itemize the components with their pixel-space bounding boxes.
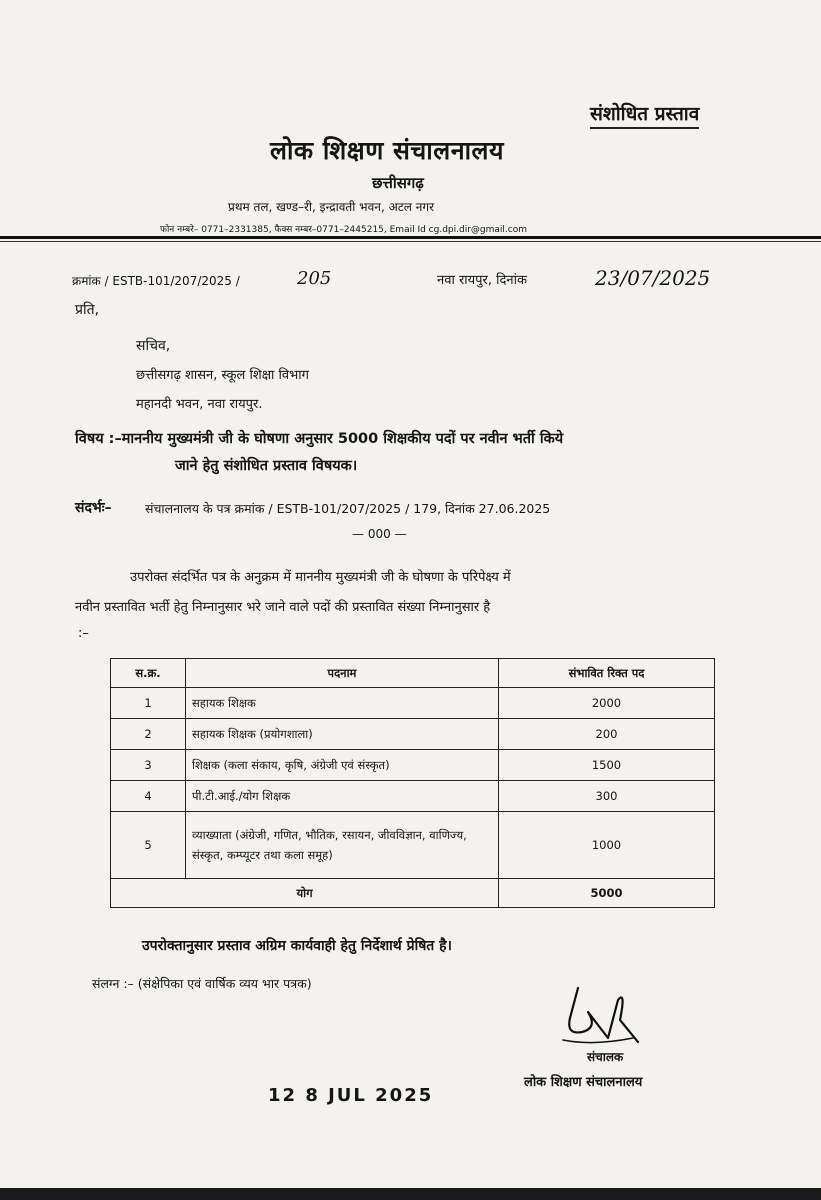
total-label: योग [111,879,499,908]
section-divider: — 000 — [352,527,407,541]
post-cell: सहायक शिक्षक [186,688,499,719]
serial-cell: 4 [111,781,186,812]
vacancies-cell: 2000 [499,688,715,719]
recipient-line: सचिव, [136,338,171,354]
table-row [111,750,715,781]
column-header-vacancies: संभावित रिक्त पद [499,659,715,688]
table-row [111,812,715,879]
column-header-post: पदनाम [186,659,499,688]
post-cell: शिक्षक (कला संकाय, कृषि, अंग्रेजी एवं संस्कृत) [186,750,499,781]
serial-cell: 5 [111,812,186,879]
department-name: लोक शिक्षण संचालनालय [270,136,505,165]
vacancies-cell: 1000 [499,812,715,879]
table-row [111,688,715,719]
revised-proposal-label: संशोधित प्रस्ताव [590,100,699,129]
subject-line: विषय :–माननीय मुख्यमंत्री जी के घोषणा अनुसार 5000 शिक्षकीय पदों पर नवीन भर्ती किये [75,431,564,447]
enclosure-note: संलग्न :– (संक्षेपिका एवं वार्षिक व्यय भार पत्रक) [92,976,312,991]
header-divider-thin [0,241,821,242]
table-row [111,719,715,750]
subject-line-continued: जाने हेतु संशोधित प्रस्ताव विषयक। [175,458,358,474]
reference-number: क्रमांक / ESTB-101/207/2025 / [72,274,240,288]
table-row [111,781,715,812]
office-address: प्रथम तल, खण्ड–री, इन्द्रावती भवन, अटल नगर [228,200,435,214]
serial-cell: 3 [111,750,186,781]
serial-cell: 1 [111,688,186,719]
contact-line: फोन नम्बरे– 0771–2331385, फैक्स नम्बर–0771–2445215, Email Id cg.dpi.dir@gmail.com [160,225,527,235]
body-paragraph-line: :– [78,626,89,641]
signature [548,980,658,1055]
recipient-line: छत्तीसगढ़ शासन, स्कूल शिक्षा विभाग [136,368,309,383]
table-total-row [111,879,715,908]
signatory-title: संचालक [587,1050,624,1064]
post-cell: पी.टी.आई./योग शिक्षक [186,781,499,812]
reference-number-handwritten: 205 [297,268,332,289]
state-name: छत्तीसगढ़ [372,174,424,192]
header-divider [0,236,821,239]
vacancies-cell: 200 [499,719,715,750]
serial-cell: 2 [111,719,186,750]
reference-text: संचालनालय के पत्र क्रमांक / ESTB-101/207/2025 / 179, दिनांक 27.06.2025 [145,501,551,516]
column-header-serial: स.क्र. [111,659,186,688]
to-label: प्रति, [75,302,100,318]
post-cell: सहायक शिक्षक (प्रयोगशाला) [186,719,499,750]
letter-date-handwritten: 23/07/2025 [595,266,711,290]
total-value: 5000 [499,879,715,908]
signatory-office: लोक शिक्षण संचालनालय [524,1075,643,1090]
table-header-row [111,659,715,688]
post-cell: व्याख्याता (अंग्रेजी, गणित, भौतिक, रसायन, जीवविज्ञान, वाणिज्य, संस्कृत, कम्प्यूटर तथा कला समूह) [186,812,499,879]
vacancies-cell: 300 [499,781,715,812]
recipient-line: महानदी भवन, नवा रायपुर. [136,397,263,412]
received-date-stamp: 12 8 JUL 2025 [268,1085,434,1106]
vacancies-cell: 1500 [499,750,715,781]
reference-label: संदर्भः– [75,500,112,516]
forwarding-note: उपरोक्तानुसार प्रस्ताव अग्रिम कार्यवाही हेतु निर्देशार्थ प्रेषित है। [142,938,452,954]
posts-table [110,658,715,908]
body-paragraph-line: उपरोक्त संदर्भित पत्र के अनुक्रम में माननीय मुख्यमंत्री जी के घोषणा के परिपेक्ष्य में [130,570,511,585]
place-date-label: नवा रायपुर, दिनांक [437,273,527,288]
body-paragraph-line: नवीन प्रस्तावित भर्ती हेतु निम्नानुसार भरे जाने वाले पदों की प्रस्तावित संख्या निम्नानुसार है [75,600,491,615]
